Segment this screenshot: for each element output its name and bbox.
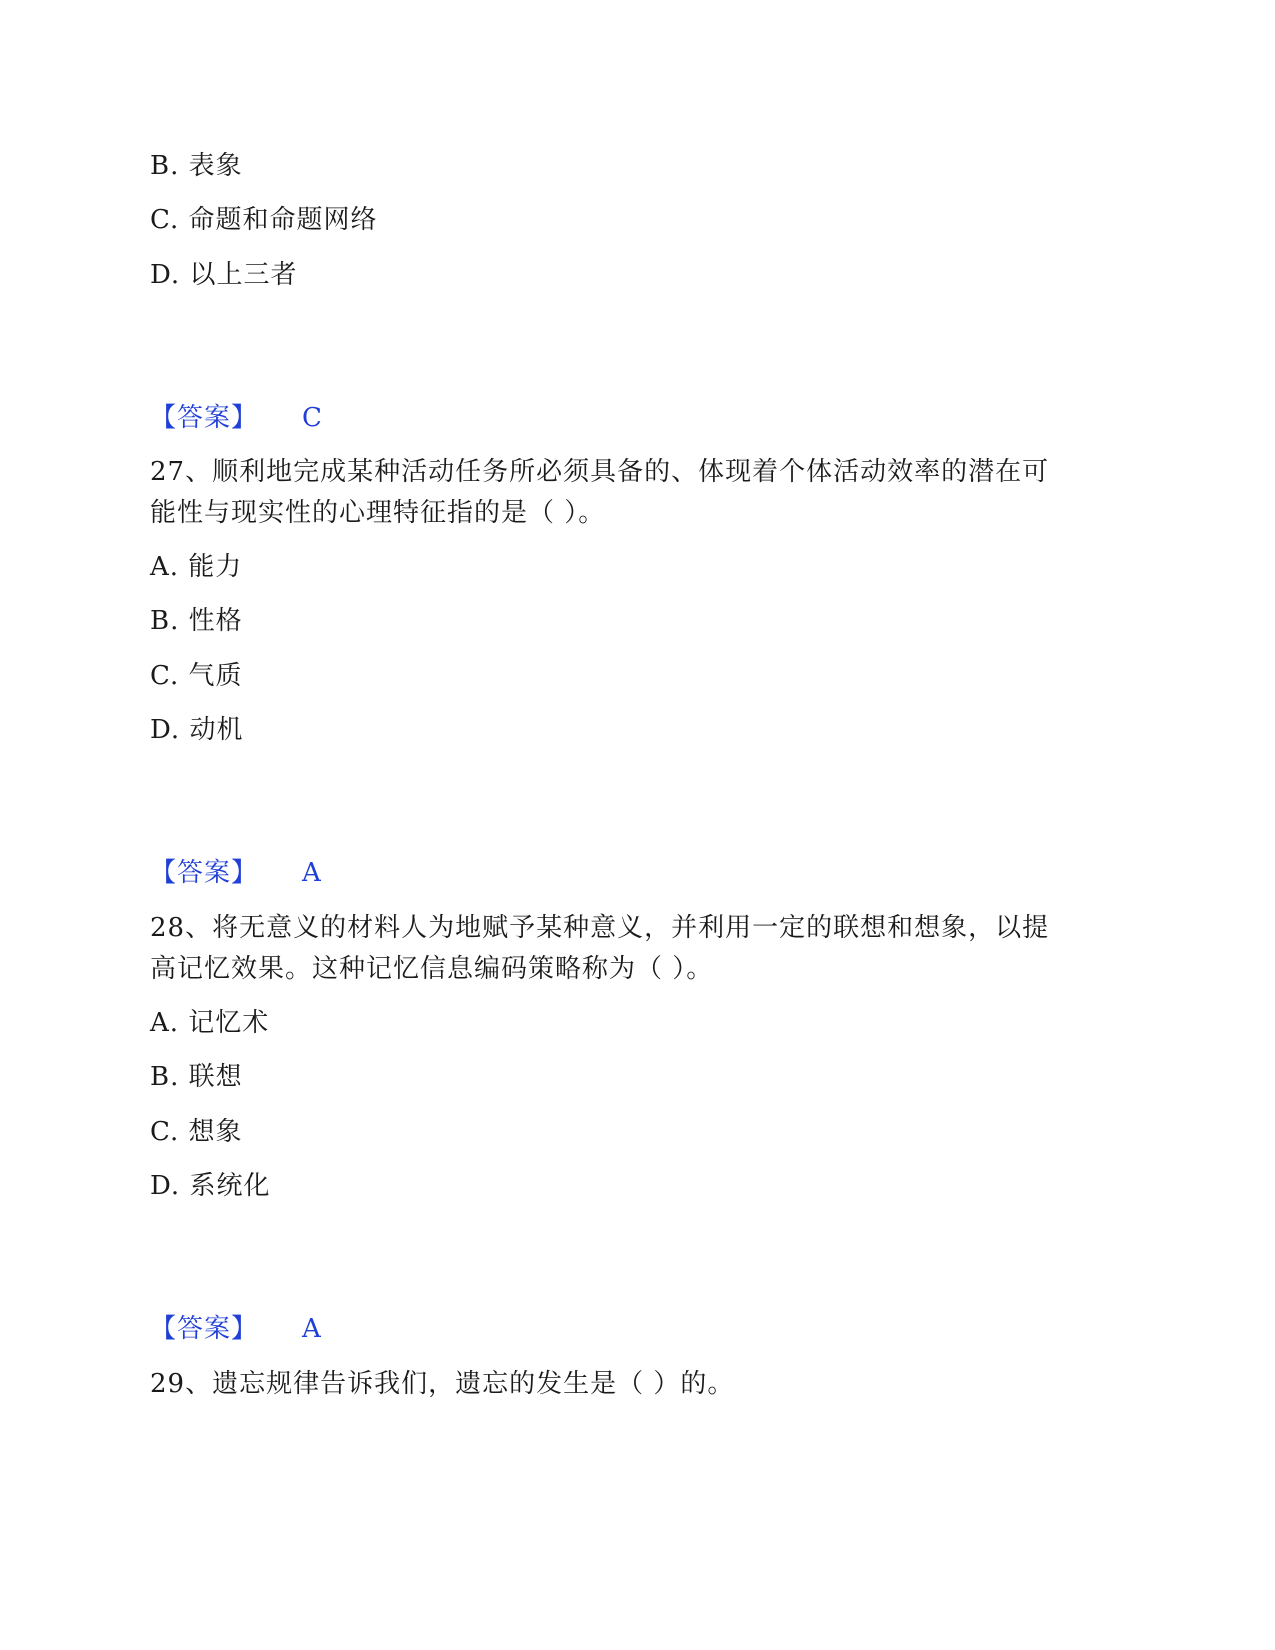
answer-value: A xyxy=(302,858,322,888)
answer-label: 【答案】 xyxy=(150,1314,259,1344)
q27-answer xyxy=(150,855,322,891)
answer-label: 【答案】 xyxy=(150,858,259,888)
q26-option-c: C. 命题和命题网络 xyxy=(150,205,378,235)
answer-value: C xyxy=(302,403,323,433)
q28-option-c: C. 想象 xyxy=(150,1117,243,1147)
q27-option-d: D. 动机 xyxy=(150,715,244,745)
answer-value: A xyxy=(302,1314,322,1344)
q26-answer xyxy=(150,400,323,436)
q27-text-line-2: 能性与现实性的心理特征指的是（ ）。 xyxy=(150,498,606,528)
q27-option-c: C. 气质 xyxy=(150,661,243,691)
q28-option-b: B. 联想 xyxy=(150,1062,243,1092)
answer-label: 【答案】 xyxy=(150,403,259,433)
q28-option-d: D. 系统化 xyxy=(150,1171,271,1201)
q27-text-line-1: 27、顺利地完成某种活动任务所必须具备的、体现着个体活动效率的潜在可 xyxy=(150,457,1050,487)
q28-text-line-1: 28、将无意义的材料人为地赋予某种意义，并利用一定的联想和想象，以提 xyxy=(150,913,1050,943)
q26-option-b: B. 表象 xyxy=(150,151,243,181)
q27-option-b: B. 性格 xyxy=(150,606,243,636)
q27-option-a: A. 能力 xyxy=(150,552,243,582)
q26-option-d: D. 以上三者 xyxy=(150,260,298,290)
q28-text-line-2: 高记忆效果。这种记忆信息编码策略称为（ ）。 xyxy=(150,954,714,984)
q28-option-a: A. 记忆术 xyxy=(150,1008,270,1038)
q28-answer xyxy=(150,1311,322,1347)
q29-text-line-1: 29、遗忘规律告诉我们，遗忘的发生是（ ）的。 xyxy=(150,1369,735,1399)
